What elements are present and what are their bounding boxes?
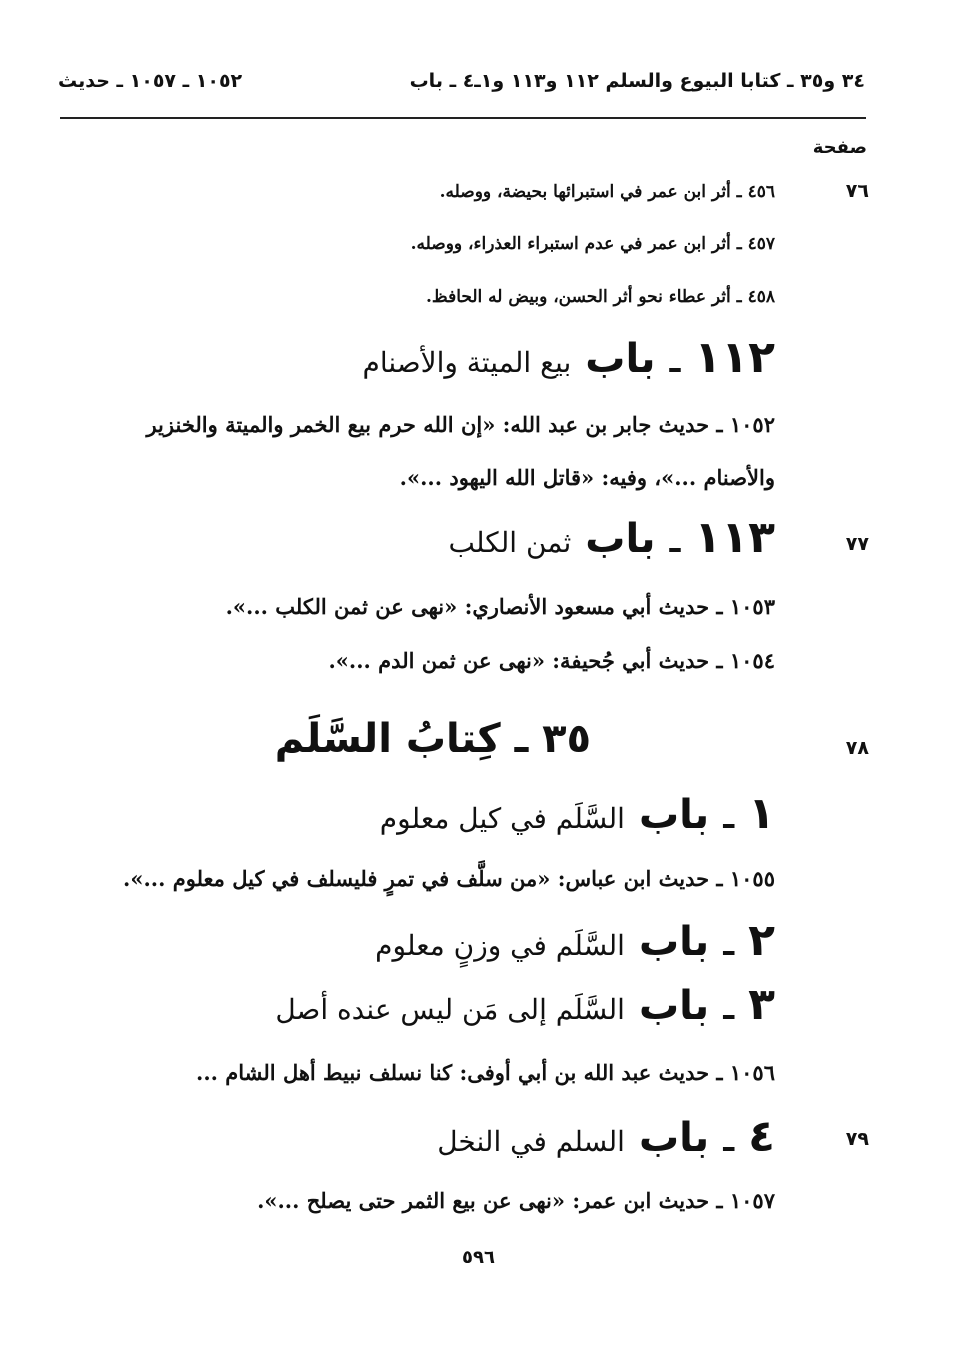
bab-keyword: باب	[638, 983, 710, 1029]
bab-number: ٤	[748, 1111, 775, 1162]
bab-keyword: باب	[638, 792, 710, 838]
bab-1-heading	[380, 788, 775, 839]
bab-keyword: باب	[638, 919, 710, 965]
running-header-left: ١٠٥٢ ـ ١٠٥٧ ـ حديث	[58, 70, 243, 92]
hadith-1056: ١٠٥٦ ـ حديث عبد الله بن أبي أوفى: كنا نسلف نبيط أهل الشام ...	[196, 1060, 775, 1085]
folio-number: ٥٩٦	[462, 1247, 495, 1268]
page-number-77: ٧٧	[845, 533, 869, 555]
bab-number: ١١٣	[694, 512, 775, 563]
hadith-1053: ١٠٥٣ ـ حديث أبي مسعود الأنصاري: «نهى عن ثمن الكلب ...».	[225, 594, 775, 619]
athar-456: ٤٥٦ ـ أثر ابن عمر في استبرائها بحيضة، ووصله.	[439, 182, 775, 202]
page-column-label: صفحة	[812, 137, 867, 158]
bab-2-heading	[375, 915, 775, 966]
bab-number: ٢	[748, 915, 775, 966]
bab-dash: ـ	[669, 342, 681, 380]
bab-title: السَّلَم في كيل معلوم	[379, 802, 625, 835]
page-number-76: ٧٦	[845, 180, 869, 202]
kitab-35-title: ٣٥ ـ كِتابُ السَّلَم	[274, 716, 591, 762]
bab-112-heading	[363, 332, 775, 383]
bab-3-heading	[275, 979, 775, 1030]
athar-458: ٤٥٨ ـ أثر عطاء نحو أثر الحسن، وبيض له الحافظ.	[426, 287, 775, 307]
hadith-1052-line-1: ١٠٥٢ ـ حديث جابر بن عبد الله: «إن الله حرم بيع الخمر والميتة والخنزير	[146, 412, 775, 437]
bab-4-heading	[437, 1111, 775, 1162]
page-number-79: ٧٩	[845, 1128, 869, 1150]
hadith-1054: ١٠٥٤ ـ حديث أبي جُحيفة: «نهى عن ثمن الدم ...».	[328, 648, 775, 673]
bab-title: السَّلَم إلى مَن ليس عنده أصل	[275, 993, 625, 1026]
bab-dash: ـ	[723, 989, 735, 1027]
hadith-1055: ١٠٥٥ ـ حديث ابن عباس: «من سلَّف في تمرٍ فليسلف في كيل معلوم ...».	[123, 866, 775, 891]
bab-keyword: باب	[585, 516, 656, 562]
hadith-1052-line-2: والأصنام ...»، وفيه: «قاتل الله اليهود ...».	[399, 465, 775, 490]
bab-113-heading	[449, 512, 775, 563]
bab-title: ثمن الكلب	[448, 526, 572, 559]
bab-dash: ـ	[669, 522, 681, 560]
bab-keyword: باب	[585, 336, 656, 382]
bab-title: السلم في النخل	[437, 1125, 625, 1158]
running-header-right: ٣٤ و٣٥ ـ كتابا البيوع والسلم ١١٢ و١١٣ و١ـ٤ ـ باب	[409, 70, 865, 92]
hadith-1057: ١٠٥٧ ـ حديث ابن عمر: «نهى عن بيع الثمر حتى يصلح ...».	[257, 1188, 775, 1213]
athar-457: ٤٥٧ ـ أثر ابن عمر في عدم استبراء العذراء، ووصله.	[410, 234, 775, 254]
bab-dash: ـ	[723, 1121, 735, 1159]
bab-keyword: باب	[638, 1115, 710, 1161]
bab-title: السَّلَم في وزنٍ معلوم	[375, 929, 625, 962]
header-rule	[60, 117, 866, 119]
bab-number: ٣	[748, 979, 775, 1030]
bab-dash: ـ	[723, 925, 735, 963]
bab-number: ١	[748, 788, 775, 839]
bab-dash: ـ	[723, 798, 735, 836]
bab-title: بيع الميتة والأصنام	[362, 346, 572, 379]
bab-number: ١١٢	[694, 332, 775, 383]
page-number-78: ٧٨	[845, 737, 869, 759]
